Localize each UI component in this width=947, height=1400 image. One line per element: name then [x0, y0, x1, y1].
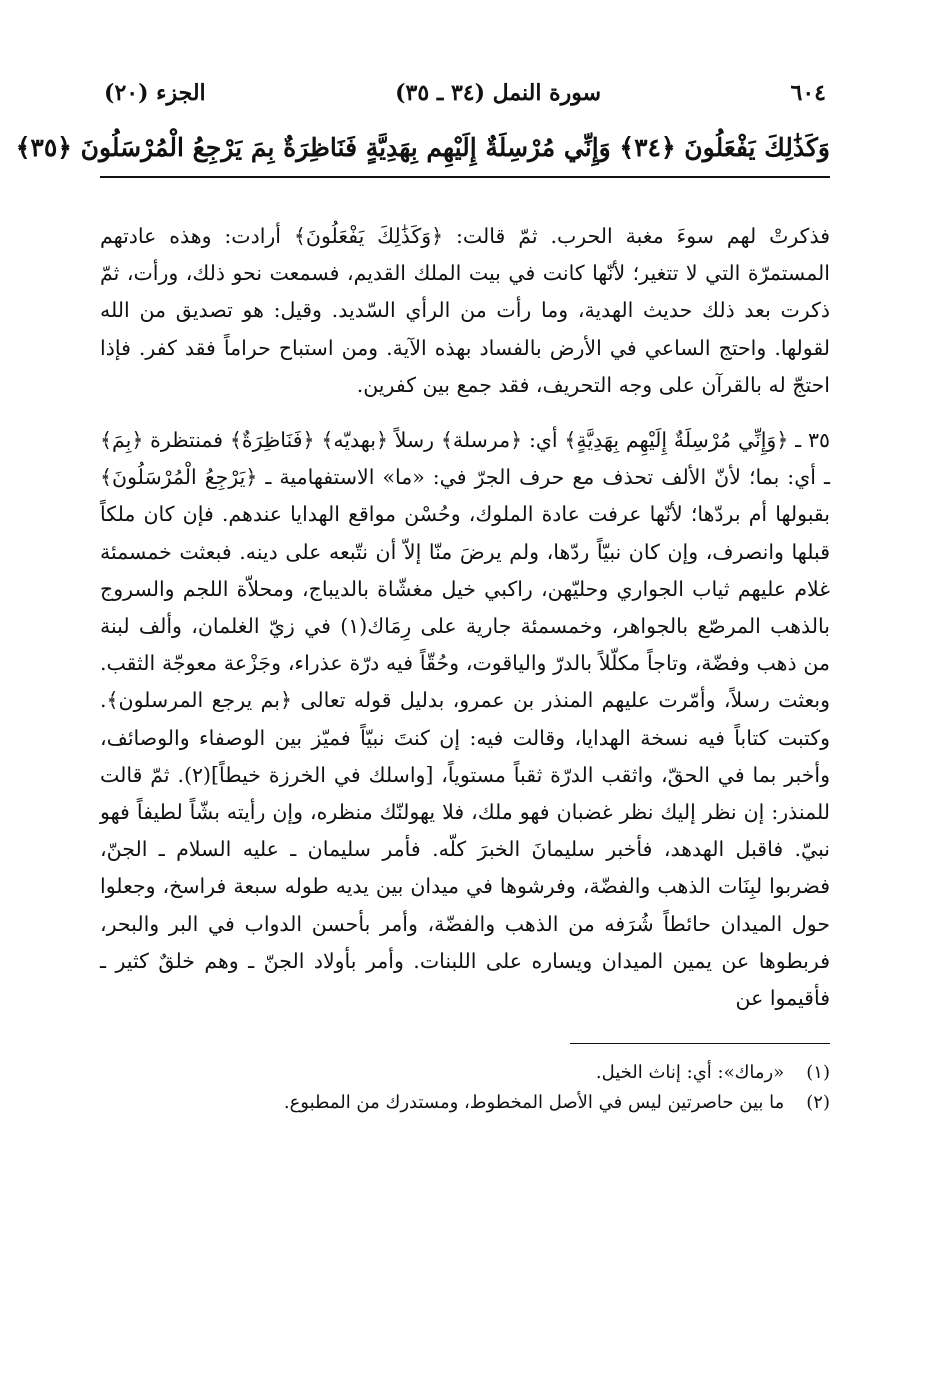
- footnote: [100, 1088, 830, 1118]
- footnote: [100, 1058, 830, 1088]
- running-head: [100, 80, 830, 124]
- footnote-rule: [570, 1043, 830, 1044]
- juz-label: الجزء (٢٠): [104, 80, 206, 106]
- document-page: [15, 80, 830, 1118]
- footnotes: [100, 1058, 830, 1118]
- body-text: [100, 218, 830, 1017]
- paragraph: ٣٥ ـ ﴿وَإِنِّي مُرْسِلَةٌ إِلَيْهِم بِهَدِيَّةٍ﴾ أي: ﴿مرسلة﴾ رسلاً ﴿بهديّه﴾ ﴿فَنَاظِرَةٌ﴾ فمنتظرة ﴿بِمَ﴾ ـ أي: بما؛ لأنّ الألف تحذف مع حرف الجرّ في: «ما» الاستفهامية ـ ﴿يَرْجِعُ الْمُرْسَلُونَ﴾ بقبولها أم بردّها؛ لأنّها عرفت عادة الملوك، وحُسْن مواقع الهدايا عندهم. فإن كان ملكاً قبلها وانصرف، وإن كان نبيّاً ردّها، ولم يرضَ منّا إلاّ أن نتّبعه على دينه. فبعثت خمسمئة غلام عليهم ثياب الجواري وحليّهن، راكبي خيل مغشّاة بالديباج، ومحلاّة اللجم والسروج بالذهب المرصّع بالجواهر، وخمسمئة جارية على رِمَاك(١) في زيّ الغلمان، وألف لبنة من ذهب وفضّة، وتاجاً مكلّلاً بالدرّ والياقوت، وحُقّاً فيه درّة عذراء، وجَزْعة معوجّة الثقب. وبعثت رسلاً، وأمّرت عليهم المنذر بن عمرو، بدليل قوله تعالى ﴿بم يرجع المرسلون﴾. وكتبت كتاباً فيه نسخة الهدايا، وقالت فيه: إن كنتَ نبيّاً فميّز بين الوصفاء والوصائف، وأخبر بما في الحقّ، واثقب الدرّة ثقباً مستوياً، [واسلك في الخرزة خيطاً](٢). ثمّ قالت للمنذر: إن نظر إليك نظر غضبان فهو ملك، فلا يهولنّك منظره، وإن رأيته بشّاً لطيفاً فهو نبيّ. فاقبل الهدهد، فأخبر سليمانَ الخبرَ كلّه. فأمر سليمان ـ عليه السلام ـ الجنّ، فضربوا لبِنَات الذهب والفضّة، وفرشوها في ميدان بين يديه طوله سبعة فراسخ، وجعلوا حول الميدان حائطاً شُرَفه من الذهب والفضّة، وأمر بأحسن الدواب في البر والبحر، فربطوها عن يمين الميدان ويساره على اللبنات. وأمر بأولاد الجنّ ـ وهم خلقٌ كثير ـ فأقيموا عن: [100, 428, 830, 1011]
- header-rule: [100, 176, 830, 178]
- footnote-text: ما بين حاصرتين ليس في الأصل المخطوط، ومستدرك من المطبوع.: [283, 1092, 785, 1114]
- footnote-text: «رماك»: أي: إناث الخيل.: [595, 1062, 785, 1084]
- footnote-number: (٢): [806, 1092, 830, 1114]
- paragraph: فذكرتْ لهم سوءَ مغبة الحرب. ثمّ قالت: ﴿وَكَذَٰلِكَ يَفْعَلُونَ﴾ أرادت: وهذه عادتهم المستمرّة التي لا تتغير؛ لأنّها كانت في بيت الملك القديم، فسمعت نحو ذلك، ورأت، ثمّ ذكرت بعد ذلك حديث الهدية، وما رأت من الرأي السّديد. وقيل: هو تصديق من الله لقولها. واحتج الساعي في الأرض بالفساد بهذه الآية. ومن استباح حراماً فقد كفر. فإذا احتجّ له بالقرآن على وجه التحريف، فقد جمع بين كفرين.: [100, 224, 830, 397]
- page-number: ٦٠٤: [790, 80, 826, 106]
- footnote-number: (١): [806, 1062, 830, 1084]
- surah-title: سورة النمل (٣٤ ـ ٣٥): [395, 80, 602, 106]
- quran-verse: وَكَذَٰلِكَ يَفْعَلُونَ ﴿٣٤﴾ وَإِنِّي مُرْسِلَةٌ إِلَيْهِم بِهَدِيَّةٍ فَنَاظِرَةٌ بِمَ يَرْجِعُ الْمُرْسَلُونَ ﴿٣٥﴾: [15, 133, 830, 162]
